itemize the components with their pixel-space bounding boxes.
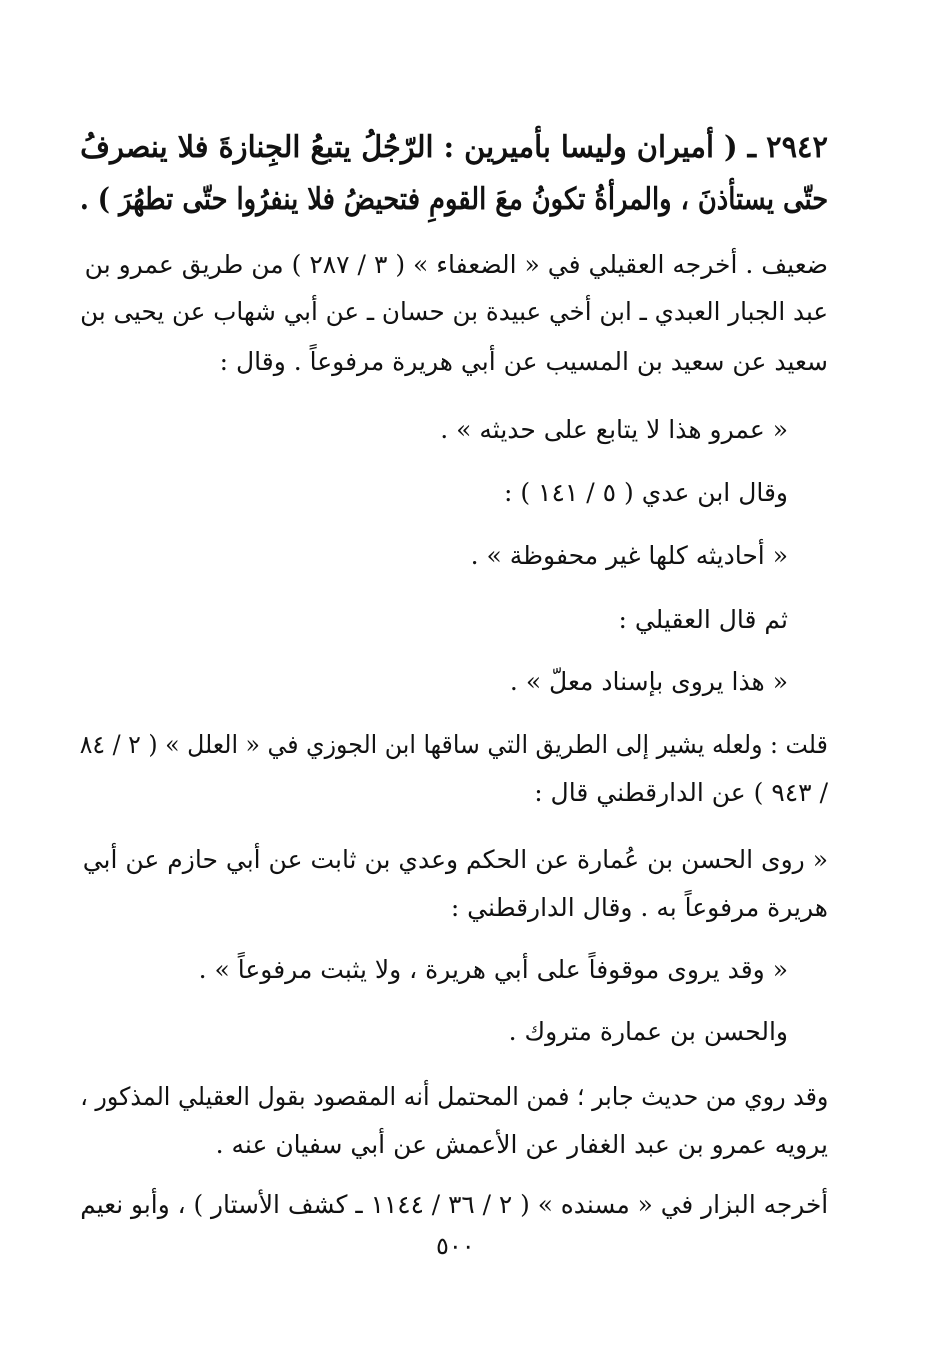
quote-line: « روى الحسن بن عُمارة عن الحكم وعدي بن ثابت عن أبي حازم عن أبي [82, 845, 828, 874]
text-line: عبد الجبار العبدي ـ ابن أخي عبيدة بن حسان ـ عن أبي شهاب عن يحيى بن [80, 297, 828, 326]
hadith-line-1: ٢٩٤٢ ـ ( أميران وليسا بأميرين : الرّجُلُ يتبعُ الجِنازةَ فلا ينصرفُ [80, 130, 828, 165]
quote-line: « هذا يروى بإسناد معلّ » . [509, 667, 788, 696]
text-line: والحسن بن عمارة متروك . [508, 1017, 788, 1046]
quote-line: « أحاديثه كلها غير محفوظة » . [470, 541, 788, 570]
hadith-line-2: حتّى يستأذنَ ، والمرأةُ تكونُ معَ القومِ فتحيضُ فلا ينفرُوا حتّى تطهُرَ ) . [79, 182, 828, 217]
text-line: وقد روي من حديث جابر ؛ فمن المحتمل أنه المقصود بقول العقيلي المذكور ، [79, 1082, 828, 1111]
text-line: ثم قال العقيلي : [618, 605, 788, 634]
quote-line: « عمرو هذا لا يتابع على حديثه » . [440, 415, 788, 444]
text-line: هريرة مرفوعاً به . وقال الدارقطني : [450, 893, 828, 922]
text-line: أخرجه البزار في « مسنده » ( ٢ / ٣٦ / ١١٤٤ ـ كشف الأستار ) ، وأبو نعيم [80, 1190, 828, 1219]
page-number: ٥٠٠ [436, 1232, 475, 1260]
text-line: / ٩٤٣ ) عن الدارقطني قال : [534, 778, 828, 807]
text-line: ضعيف . أخرجه العقيلي في « الضعفاء » ( ٣ / ٢٨٧ ) من طريق عمرو بن [84, 250, 828, 279]
quote-line: « وقد يروى موقوفاً على أبي هريرة ، ولا يثبت مرفوعاً » . [198, 955, 788, 984]
text-line: وقال ابن عدي ( ٥ / ١٤١ ) : [503, 478, 788, 507]
text-line: يرويه عمرو بن عبد الغفار عن الأعمش عن أبي سفيان عنه . [215, 1130, 828, 1159]
text-line: سعيد عن سعيد بن المسيب عن أبي هريرة مرفوعاً . وقال : [219, 347, 828, 376]
text-line: قلت : ولعله يشير إلى الطريق التي ساقها ابن الجوزي في « العلل » ( ٢ / ٨٤ [79, 730, 828, 759]
